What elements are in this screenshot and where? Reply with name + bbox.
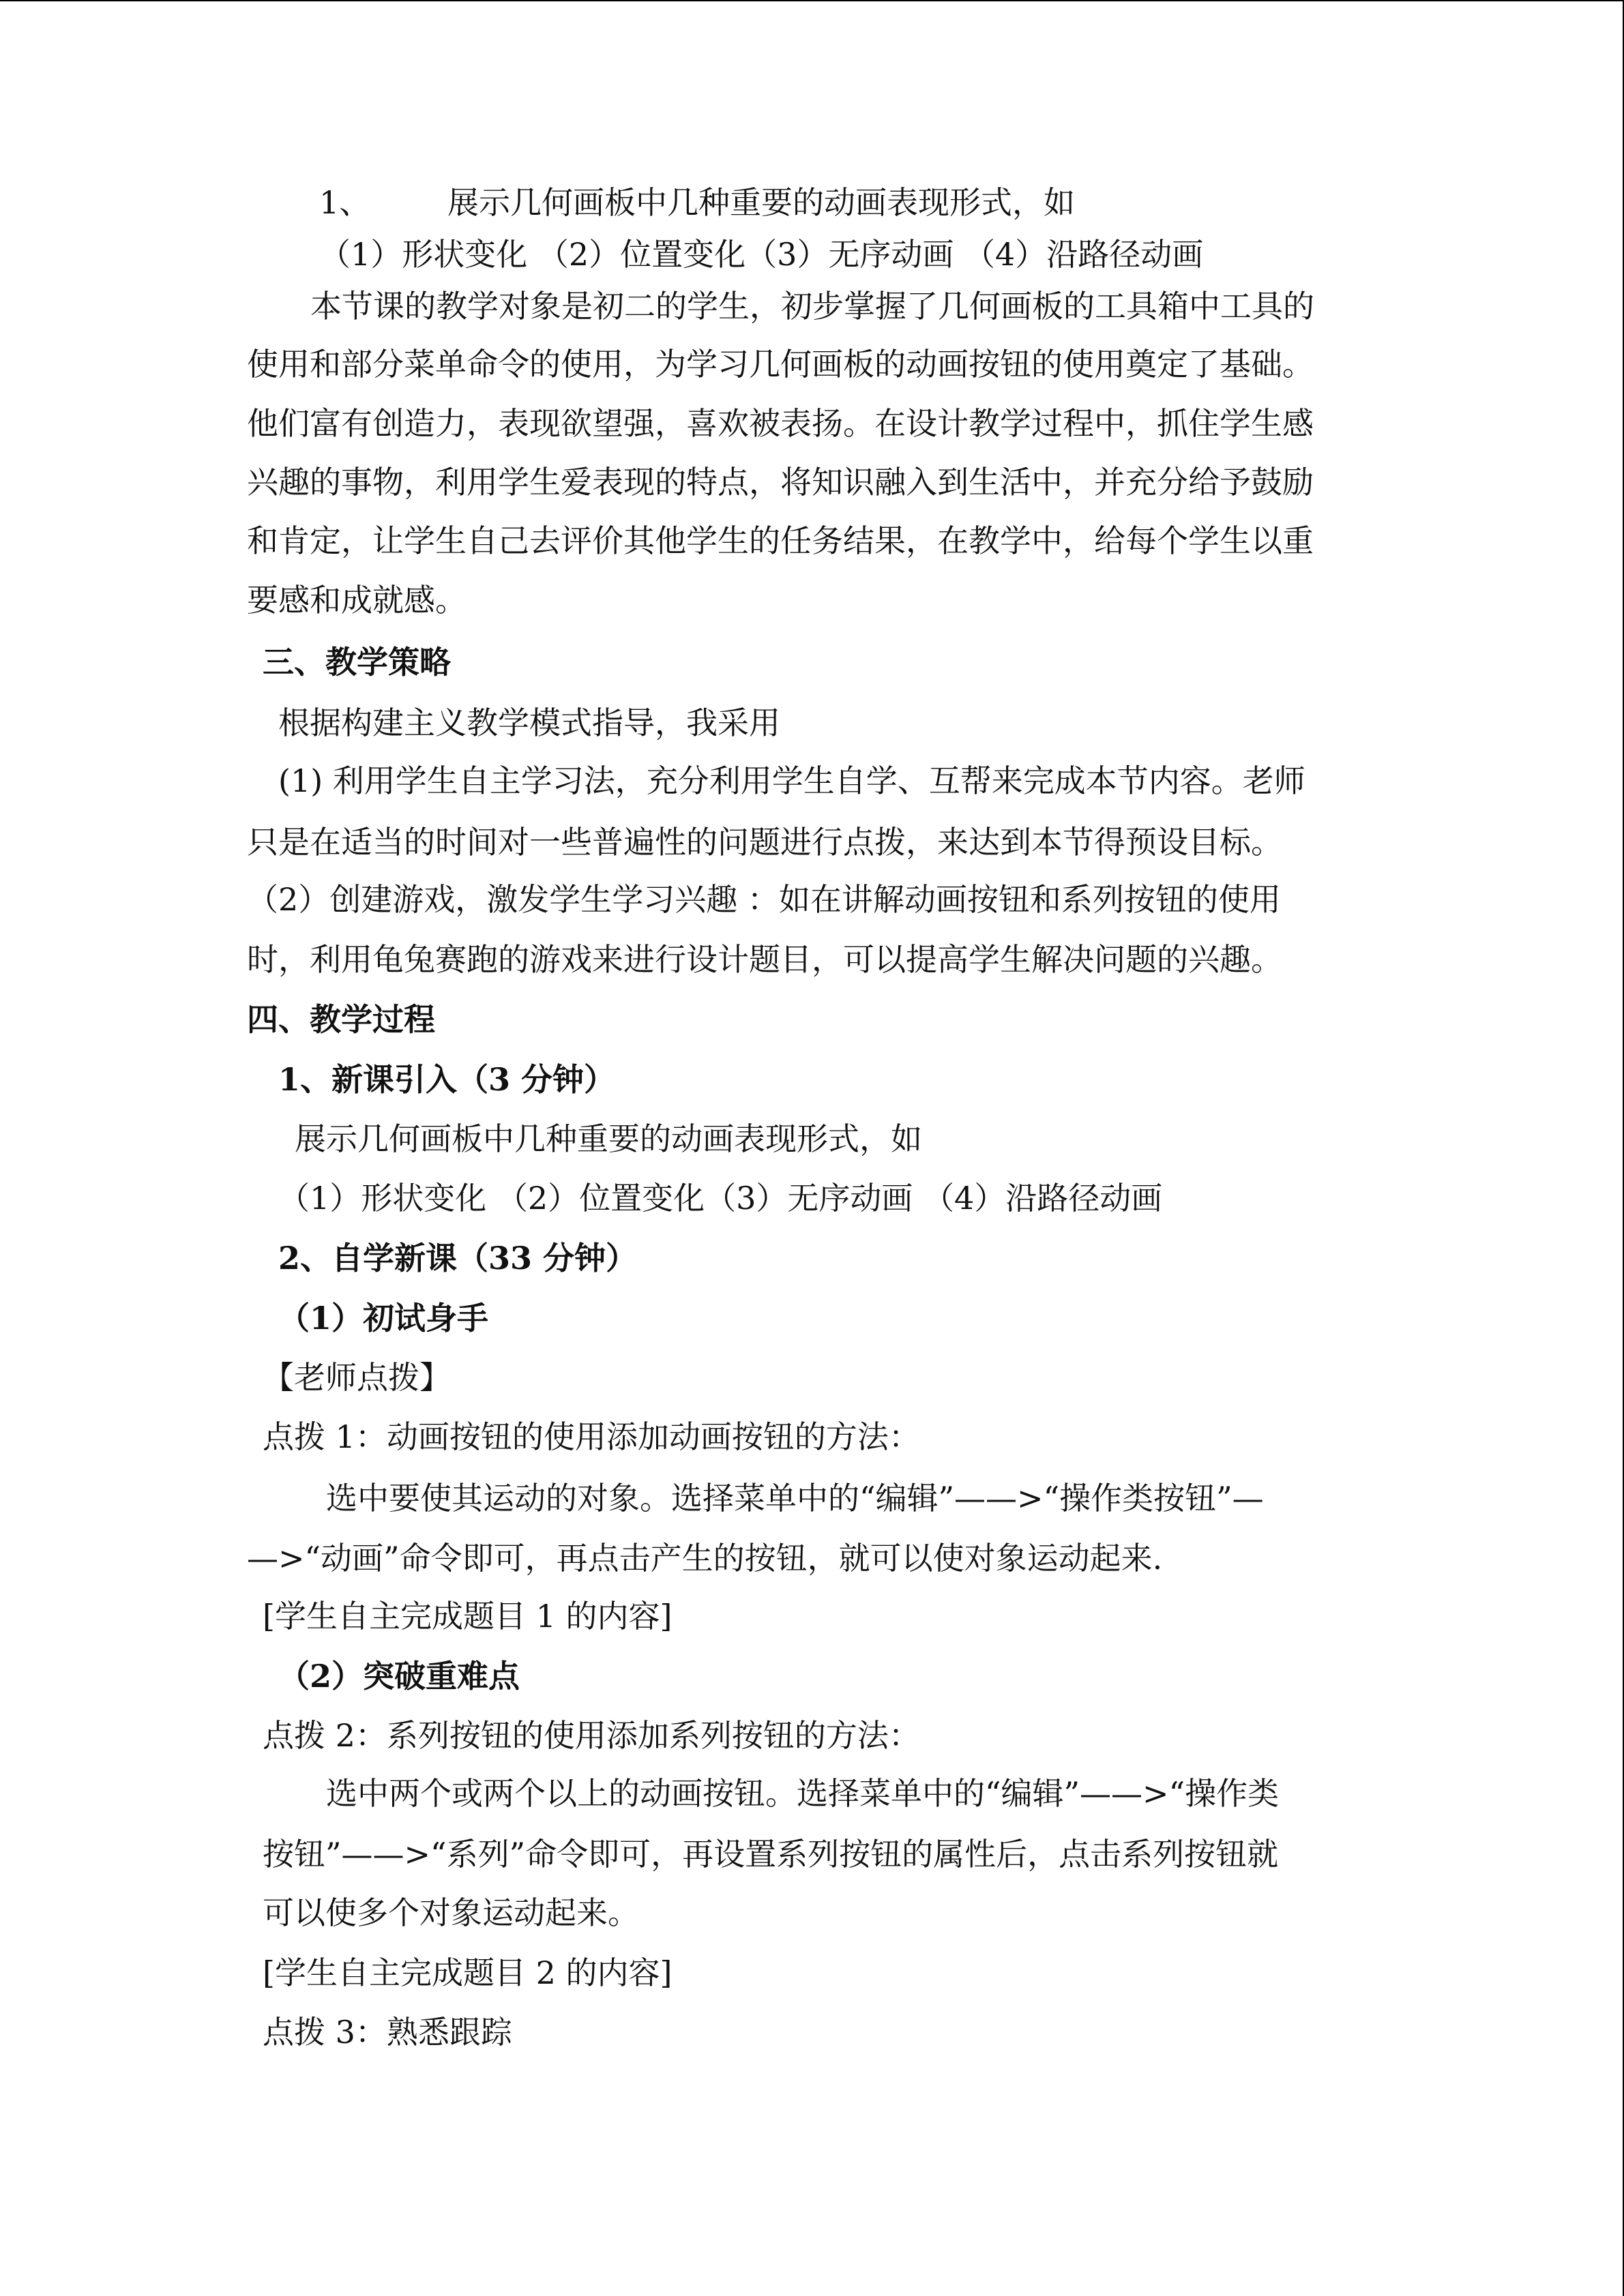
task-line: [学生自主完成题目 2 的内容] <box>263 1954 673 1991</box>
paragraph-line: 按钮”——>“系列”命令即可，再设置系列按钮的属性后，点击系列按钮就 <box>263 1836 1279 1873</box>
list-item-text: 展示几何画板中几种重要的动画表现形式，如 <box>447 184 1075 221</box>
paragraph-line: 和肯定，让学生自己去评价其他学生的任务结果，在教学中，给每个学生以重 <box>247 522 1314 559</box>
paragraph-line: 选中要使其运动的对象。选择菜单中的“编辑”——>“操作类按钮”— <box>326 1480 1264 1517</box>
paragraph-line: 他们富有创造力，表现欲望强，喜欢被表扬。在设计教学过程中，抓住学生感 <box>247 405 1314 442</box>
task-line: [学生自主完成题目 1 的内容] <box>263 1598 673 1635</box>
tip-line: 点拨 3：熟悉跟踪 <box>263 2014 512 2051</box>
paragraph-line: 使用和部分菜单命令的使用，为学习几何画板的动画按钮的使用奠定了基础。 <box>247 346 1314 383</box>
paragraph-line: 时，利用龟兔赛跑的游戏来进行设计题目，可以提高学生解决问题的兴趣。 <box>247 941 1282 978</box>
paragraph-line: (1) 利用学生自主学习法，充分利用学生自学、互帮来完成本节内容。老师 <box>278 762 1305 799</box>
paragraph-line: 只是在适当的时间对一些普遍性的问题进行点拨，来达到本节得预设目标。 <box>247 824 1282 861</box>
tip-line: 点拨 2：系列按钮的使用添加系列按钮的方法： <box>263 1717 920 1754</box>
paragraph-line: 本节课的教学对象是初二的学生，初步掌握了几何画板的工具箱中工具的 <box>310 288 1314 325</box>
section-heading: 四、教学过程 <box>247 1001 435 1038</box>
teacher-tip-label: 【老师点拨】 <box>263 1359 451 1396</box>
paragraph-line: 兴趣的事物，利用学生爱表现的特点，将知识融入到生活中，并充分给予鼓励 <box>247 464 1314 501</box>
paragraph-line: 可以使多个对象运动起来。 <box>263 1894 639 1931</box>
tip-line: 点拨 1：动画按钮的使用添加动画按钮的方法： <box>263 1418 920 1455</box>
animation-forms-line: （1）形状变化 （2）位置变化（3）无序动画 （4）沿路径动画 <box>278 1180 1163 1217</box>
paragraph-line: 根据构建主义教学模式指导，我采用 <box>278 704 780 741</box>
list-item-number: 1、 <box>319 184 371 221</box>
animation-forms-line: （1）形状变化 （2）位置变化（3）无序动画 （4）沿路径动画 <box>319 236 1204 273</box>
subsection-heading: （2）突破重难点 <box>278 1658 520 1695</box>
paragraph-line: 选中两个或两个以上的动画按钮。选择菜单中的“编辑”——>“操作类 <box>326 1775 1280 1812</box>
paragraph-line: 要感和成就感。 <box>247 582 467 618</box>
subsection-heading: （1）初试身手 <box>278 1300 489 1337</box>
section-heading: 三、教学策略 <box>263 644 451 681</box>
subsection-heading: 2、自学新课（33 分钟） <box>278 1240 638 1277</box>
paragraph-line: （2）创建游戏，激发学生学习兴趣 ：如在讲解动画按钮和系列按钮的使用 <box>247 881 1281 918</box>
paragraph-line: 展示几何画板中几种重要的动画表现形式，如 <box>295 1120 922 1157</box>
paragraph-line: —>“动画”命令即可，再点击产生的按钮，就可以使对象运动起来. <box>247 1540 1163 1577</box>
subsection-heading: 1、新课引入（3 分钟） <box>278 1061 616 1098</box>
